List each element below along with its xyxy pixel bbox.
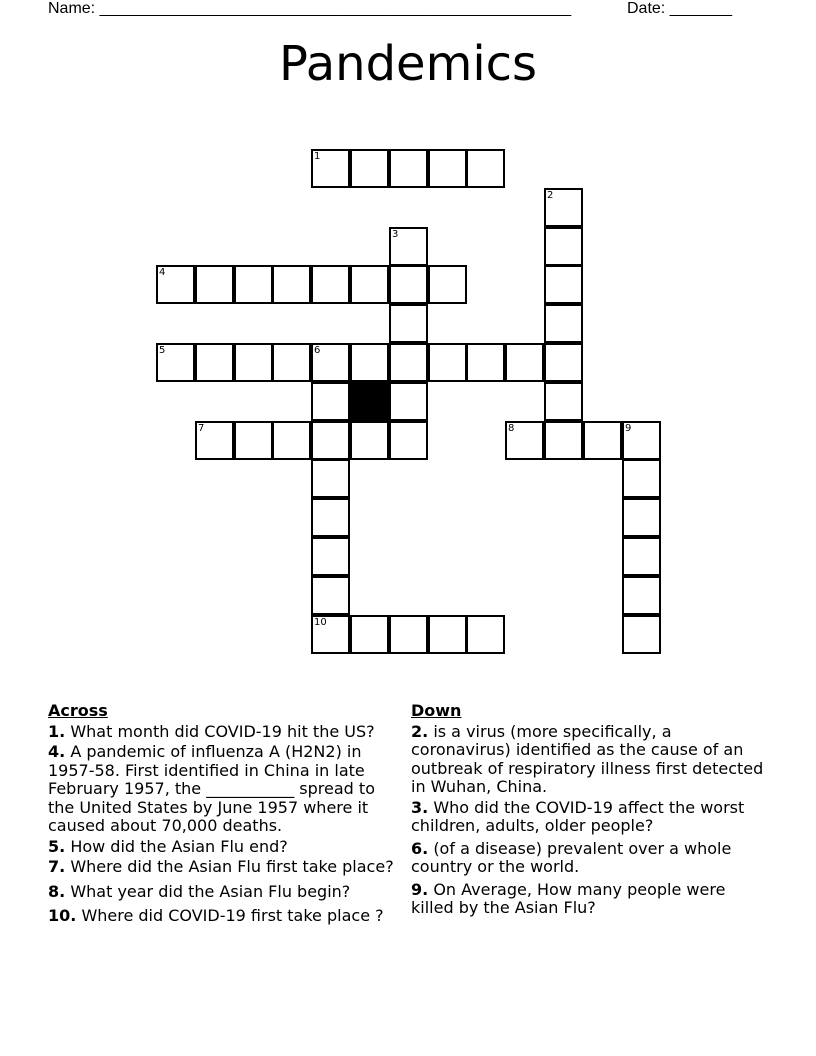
black-square — [350, 382, 389, 421]
clue-number: 1. — [48, 721, 66, 741]
across-clue-7 — [48, 858, 400, 877]
date-field-label: Date: _______ — [627, 0, 732, 17]
crossword-cell[interactable] — [544, 265, 583, 304]
crossword-cell[interactable] — [311, 498, 350, 537]
crossword-cell[interactable] — [544, 227, 583, 266]
across-clues — [48, 702, 400, 926]
crossword-cell[interactable] — [389, 227, 428, 266]
crossword-cell[interactable] — [389, 304, 428, 343]
across-clue-10 — [48, 907, 400, 926]
cell-number: 2 — [547, 190, 554, 201]
crossword-cell[interactable] — [505, 343, 544, 382]
crossword-cell[interactable] — [622, 498, 661, 537]
clue-text: Who did the COVID-19 affect the worst children, adults, older people? — [411, 797, 745, 835]
crossword-cell[interactable] — [311, 615, 350, 654]
crossword-cell[interactable] — [428, 265, 467, 304]
down-clue-3 — [411, 799, 769, 836]
crossword-cell[interactable] — [350, 421, 389, 460]
cell-number: 8 — [508, 423, 515, 434]
clue-text: is a virus (more specifically, a coronavirus) identified as the cause of an outbreak of respiratory illness first detected in Wuhan, China. — [411, 721, 764, 796]
clue-number: 4. — [48, 742, 66, 761]
crossword-cell[interactable] — [583, 421, 622, 460]
crossword-cell[interactable] — [156, 343, 195, 382]
across-clue-1 — [48, 723, 400, 742]
crossword-cell[interactable] — [311, 343, 350, 382]
clue-text: How did the Asian Flu end? — [70, 836, 288, 856]
cell-number: 1 — [314, 151, 321, 162]
name-field-label: Name: _____________________________________________________ — [48, 0, 572, 17]
clue-number: 8. — [48, 881, 66, 901]
crossword-cell[interactable] — [466, 615, 505, 654]
crossword-cell[interactable] — [466, 149, 505, 188]
crossword-cell[interactable] — [311, 576, 350, 615]
clue-number: 6. — [411, 838, 429, 858]
clue-text: What month did COVID-19 hit the US? — [70, 721, 375, 741]
crossword-cell[interactable] — [311, 459, 350, 498]
clue-text: Where did the Asian Flu first take place? — [70, 857, 394, 876]
clue-text: A pandemic of influenza A (H2N2) in 1957-58. First identified in China in late February 1957, the ___________ spread to the United States by June 1957 where it caused about 70,000 deaths. — [48, 742, 375, 835]
crossword-cell[interactable] — [311, 265, 350, 304]
clue-text: (of a disease) prevalent over a whole country or the world. — [411, 838, 732, 876]
crossword-cell[interactable] — [428, 343, 467, 382]
crossword-cell[interactable] — [272, 265, 311, 304]
clue-text: What year did the Asian Flu begin? — [70, 881, 351, 901]
crossword-cell[interactable] — [350, 615, 389, 654]
clue-number: 2. — [411, 721, 429, 741]
cell-number: 10 — [314, 617, 327, 628]
across-heading: Across — [48, 701, 108, 720]
crossword-cell[interactable] — [389, 343, 428, 382]
cell-number: 6 — [314, 345, 321, 356]
crossword-cell[interactable] — [350, 265, 389, 304]
cell-number: 9 — [625, 423, 632, 434]
crossword-cell[interactable] — [234, 343, 273, 382]
crossword-cell[interactable] — [622, 421, 661, 460]
down-clue-6 — [411, 840, 769, 877]
crossword-cell[interactable] — [544, 304, 583, 343]
crossword-cell[interactable] — [311, 382, 350, 421]
crossword-cell[interactable] — [195, 265, 234, 304]
crossword-cell[interactable] — [234, 421, 273, 460]
crossword-cell[interactable] — [311, 537, 350, 576]
across-clue-5 — [48, 838, 400, 857]
crossword-cell[interactable] — [311, 149, 350, 188]
crossword-cell[interactable] — [428, 615, 467, 654]
crossword-cell[interactable] — [350, 343, 389, 382]
clue-number: 5. — [48, 836, 66, 856]
crossword-cell[interactable] — [389, 382, 428, 421]
crossword-cell[interactable] — [544, 188, 583, 227]
page-title: Pandemics — [278, 36, 538, 92]
down-heading: Down — [411, 701, 462, 720]
clue-number: 10. — [48, 906, 77, 925]
crossword-cell[interactable] — [389, 265, 428, 304]
clue-number: 9. — [411, 879, 429, 899]
crossword-cell[interactable] — [428, 149, 467, 188]
clue-number: 3. — [411, 797, 429, 817]
crossword-cell[interactable] — [272, 343, 311, 382]
crossword-cell[interactable] — [389, 421, 428, 460]
crossword-cell[interactable] — [350, 149, 389, 188]
crossword-cell[interactable] — [622, 615, 661, 654]
crossword-cell[interactable] — [195, 343, 234, 382]
across-clue-8 — [48, 883, 400, 902]
crossword-cell[interactable] — [156, 265, 195, 304]
cell-number: 4 — [159, 267, 166, 278]
across-clue-4 — [48, 743, 400, 836]
crossword-cell[interactable] — [311, 421, 350, 460]
cell-number: 3 — [392, 229, 399, 240]
cell-number: 7 — [198, 423, 205, 434]
crossword-cell[interactable] — [544, 382, 583, 421]
crossword-cell[interactable] — [466, 343, 505, 382]
crossword-cell[interactable] — [234, 265, 273, 304]
cell-number: 5 — [159, 345, 166, 356]
down-clues — [411, 702, 769, 918]
crossword-cell[interactable] — [544, 343, 583, 382]
crossword-cell[interactable] — [544, 421, 583, 460]
crossword-cell[interactable] — [622, 459, 661, 498]
down-clue-9 — [411, 881, 769, 918]
crossword-cell[interactable] — [195, 421, 234, 460]
crossword-cell[interactable] — [272, 421, 311, 460]
clue-text: Where did COVID-19 first take place ? — [81, 906, 384, 925]
crossword-cell[interactable] — [389, 149, 428, 188]
crossword-cell[interactable] — [622, 576, 661, 615]
clue-number: 7. — [48, 857, 66, 876]
crossword-cell[interactable] — [622, 537, 661, 576]
clue-text: On Average, How many people were killed by the Asian Flu? — [411, 879, 726, 917]
crossword-cell[interactable] — [389, 615, 428, 654]
crossword-cell[interactable] — [505, 421, 544, 460]
down-clue-2 — [411, 723, 769, 797]
